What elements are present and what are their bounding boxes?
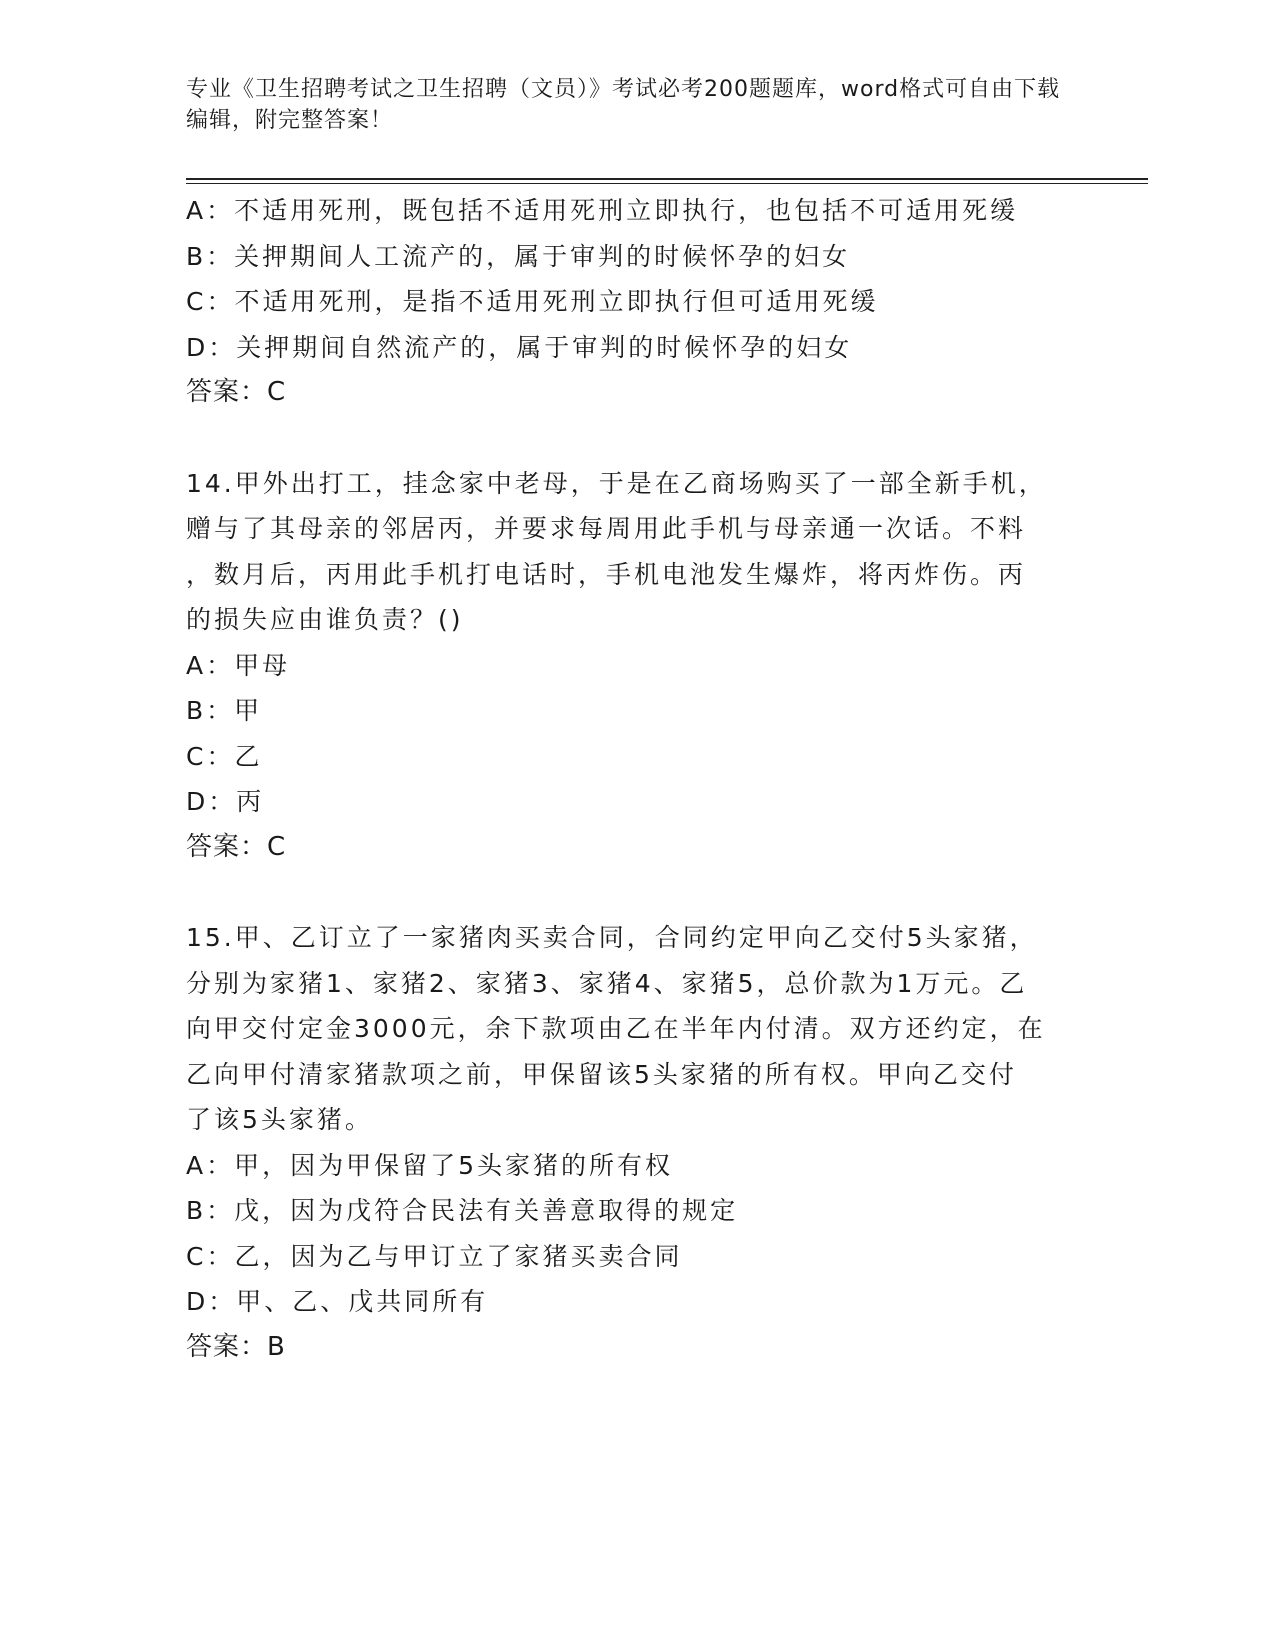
header-divider-thin xyxy=(186,183,1148,184)
question-14-options xyxy=(186,643,1086,825)
option-b: B：戊，因为戊符合民法有关善意取得的规定 xyxy=(186,1196,739,1225)
option-b: B：甲 xyxy=(186,696,263,725)
question-line: 的损失应由谁负责？() xyxy=(186,605,464,634)
question-15-options xyxy=(186,1143,1086,1325)
option-d: D：丙 xyxy=(186,787,265,816)
option-c: C：乙 xyxy=(186,741,263,771)
spacer xyxy=(186,416,1086,461)
question-15-text xyxy=(186,915,1086,1143)
question-line: ，数月后，丙用此手机打电话时，手机电池发生爆炸，将丙炸伤。丙 xyxy=(186,559,1027,589)
question-15-answer: 答案：B xyxy=(186,1331,286,1362)
question-line: 乙向甲付清家猪款项之前，甲保留该5头家猪的所有权。甲向乙交付 xyxy=(186,1059,1017,1089)
question-14-text xyxy=(186,461,1086,643)
question-13-answer: 答案：C xyxy=(186,377,287,407)
header-divider-thick xyxy=(186,178,1148,180)
option-b: B：关押期间人工流产的，属于审判的时候怀孕的妇女 xyxy=(186,241,851,271)
option-d: D：甲、乙、戊共同所有 xyxy=(186,1287,489,1316)
question-line: 赠与了其母亲的邻居丙，并要求每周用此手机与母亲通一次话。不料 xyxy=(186,514,1027,543)
question-13-options xyxy=(186,188,1086,370)
document-header: 专业《卫生招聘考试之卫生招聘（文员）》考试必考200题题库，word格式可自由下载编辑，附完整答案！ xyxy=(186,77,1061,133)
question-14-answer: 答案：C xyxy=(186,831,287,862)
question-line: 向甲交付定金3000元，余下款项由乙在半年内付清。双方还约定，在 xyxy=(186,1014,1046,1043)
option-d: D：关押期间自然流产的，属于审判的时候怀孕的妇女 xyxy=(186,332,853,362)
option-c: C：乙，因为乙与甲订立了家猪买卖合同 xyxy=(186,1241,683,1271)
question-content xyxy=(186,188,1086,1370)
question-line: 15.甲、乙订立了一家猪肉买卖合同，合同约定甲向乙交付5头家猪， xyxy=(186,923,1038,952)
question-line: 14.甲外出打工，挂念家中老母，于是在乙商场购买了一部全新手机， xyxy=(186,468,1047,498)
option-a: A：甲，因为甲保留了5头家猪的所有权 xyxy=(186,1150,674,1180)
option-c: C：不适用死刑，是指不适用死刑立即执行但可适用死缓 xyxy=(186,287,879,316)
question-line: 分别为家猪1、家猪2、家猪3、家猪4、家猪5，总价款为1万元。乙 xyxy=(186,968,1028,998)
spacer xyxy=(186,870,1086,915)
option-a: A：不适用死刑，既包括不适用死刑立即执行，也包括不可适用死缓 xyxy=(186,196,1019,225)
question-line: 了该5头家猪。 xyxy=(186,1105,373,1134)
option-a: A：甲母 xyxy=(186,650,291,680)
